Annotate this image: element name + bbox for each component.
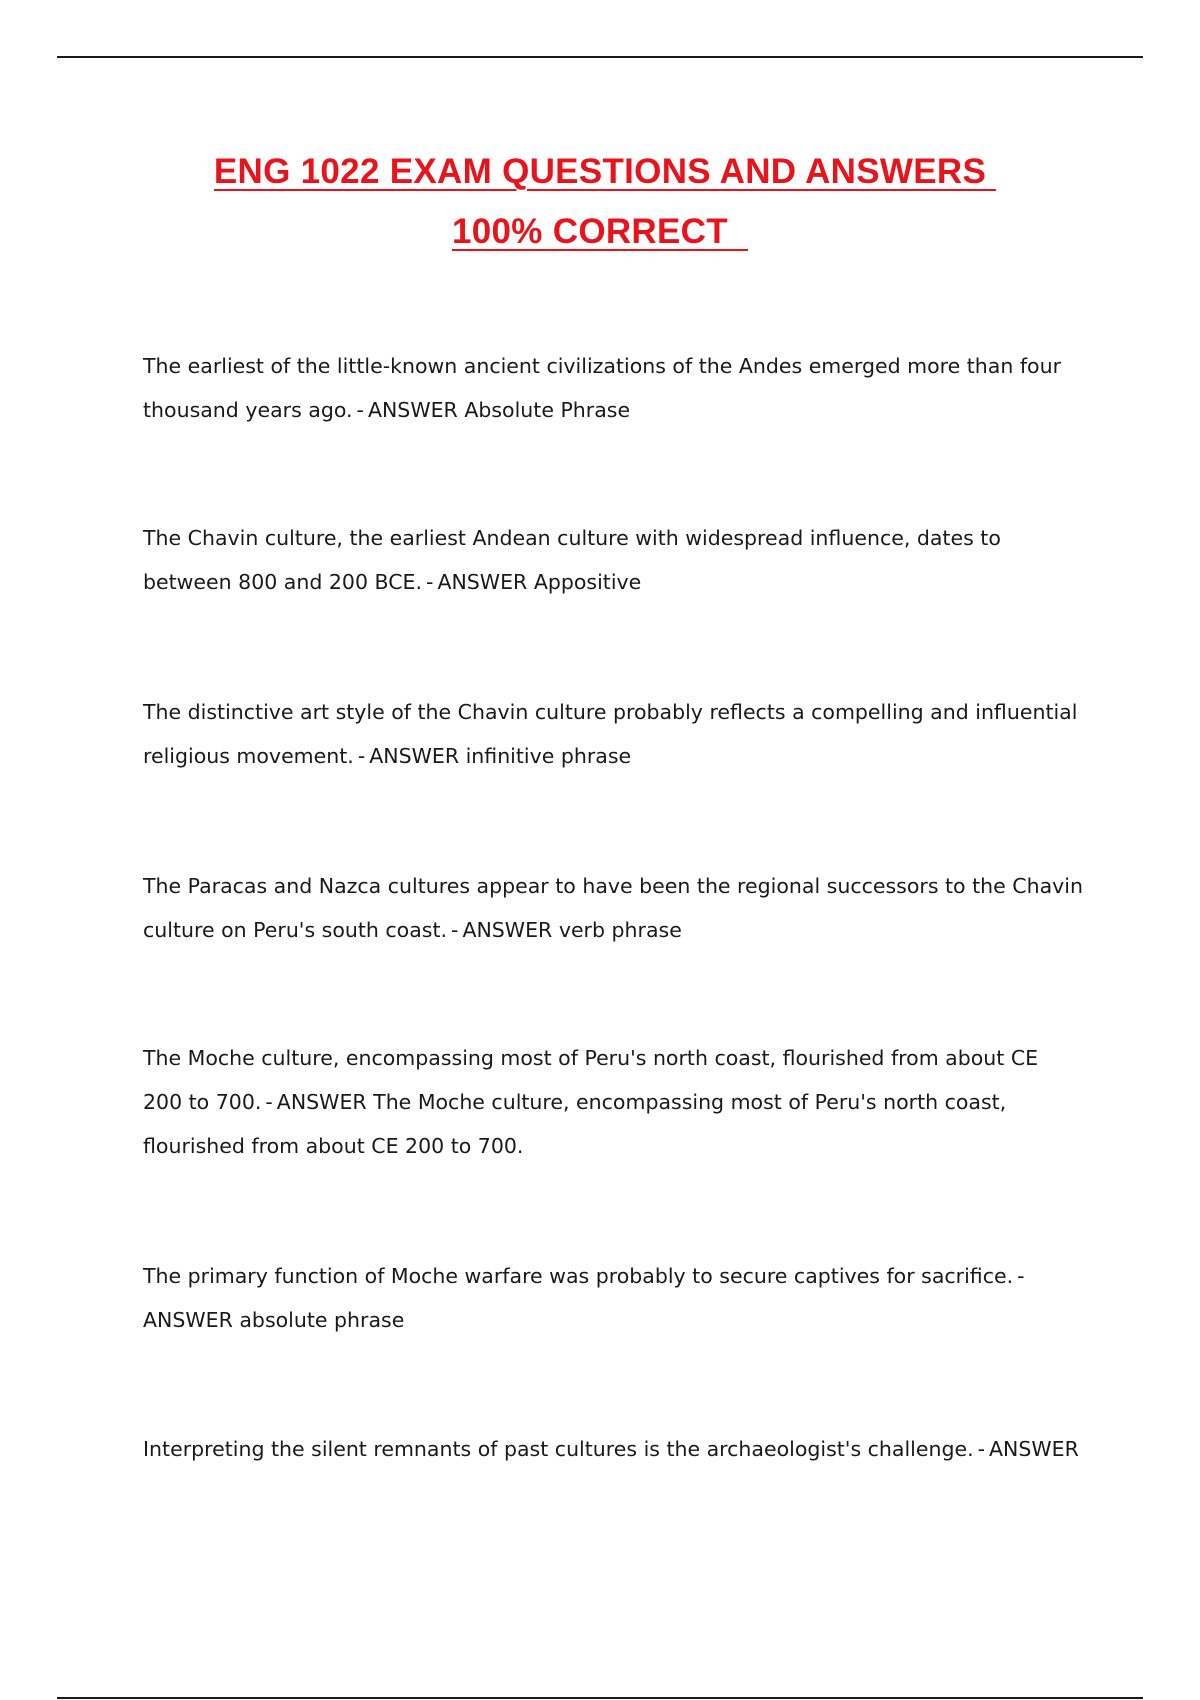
answer-text: The Moche culture, encompassing most of Peru's north coast, flourished from about CE 200 to 700. [143,1090,1007,1158]
qa-item-1: The earliest of the little-known ancient civilizations of the Andes emerged more than four thousand years ago. - ANSWER Absolute Phrase [143,354,1062,422]
question-text: The Moche culture, encompassing most of Peru's north coast, flourished from about CE 200 to 700. [143,1046,1039,1114]
qa-item-6: The primary function of Moche warfare was probably to secure captives for sacrifice. -ANSWER absolute phrase [143,1264,1025,1332]
question-text: The earliest of the little-known ancient civilizations of the Andes emerged more than four thousand years ago. [143,354,1062,422]
answer-text: infinitive phrase [465,744,632,768]
answer-marker: ANSWER [143,1308,233,1332]
answer-text: Appositive [533,570,642,594]
qa-item-5: The Moche culture, encompassing most of Peru's north coast, flourished from about CE 200 to 700. - ANSWER The Moche culture, encompassing most of Peru's north coast, flourished from about CE 200 to 700. [143,1046,1039,1158]
answer-text: absolute phrase [239,1308,405,1332]
answer-text: verb phrase [558,918,682,942]
top-rule [57,56,1143,58]
answer-marker: ANSWER [369,744,460,768]
answer-marker: ANSWER [276,1090,367,1114]
answer-marker: ANSWER [437,570,528,594]
qa-item-7: Interpreting the silent remnants of past cultures is the archaeologist's challenge. - ANSWER [143,1437,1079,1461]
answer-text: Absolute Phrase [464,398,631,422]
qa-item-2: The Chavin culture, the earliest Andean culture with widespread influence, dates to between 800 and 200 BCE. - ANSWER Appositive [143,526,1001,594]
question-text: The Chavin culture, the earliest Andean culture with widespread influence, dates to between 800 and 200 BCE. [143,526,1001,594]
question-text: The Paracas and Nazca cultures appear to have been the regional successors to the Chavin culture on Peru's south coast. [143,874,1083,942]
document-title [0,142,1200,262]
bottom-rule [57,1697,1143,1699]
answer-marker: ANSWER [989,1437,1079,1461]
question-text: The primary function of Moche warfare was probably to secure captives for sacrifice. [143,1264,1014,1288]
answer-marker: ANSWER [462,918,553,942]
qa-item-3: The distinctive art style of the Chavin culture probably reflects a compelling and influential religious movement. - ANSWER infinitive phrase [143,700,1078,768]
answer-marker: ANSWER [367,398,458,422]
qa-item-4: The Paracas and Nazca cultures appear to have been the regional successors to the Chavin culture on Peru's south coast. - ANSWER verb phrase [143,874,1083,942]
title-line-2: 100% CORRECT [452,212,748,251]
title-line-1: ENG 1022 EXAM QUESTIONS AND ANSWERS [213,152,997,191]
question-text: The distinctive art style of the Chavin culture probably reflects a compelling and influential religious movement. [143,700,1078,768]
question-text: Interpreting the silent remnants of past cultures is the archaeologist's challenge. [143,1437,974,1461]
